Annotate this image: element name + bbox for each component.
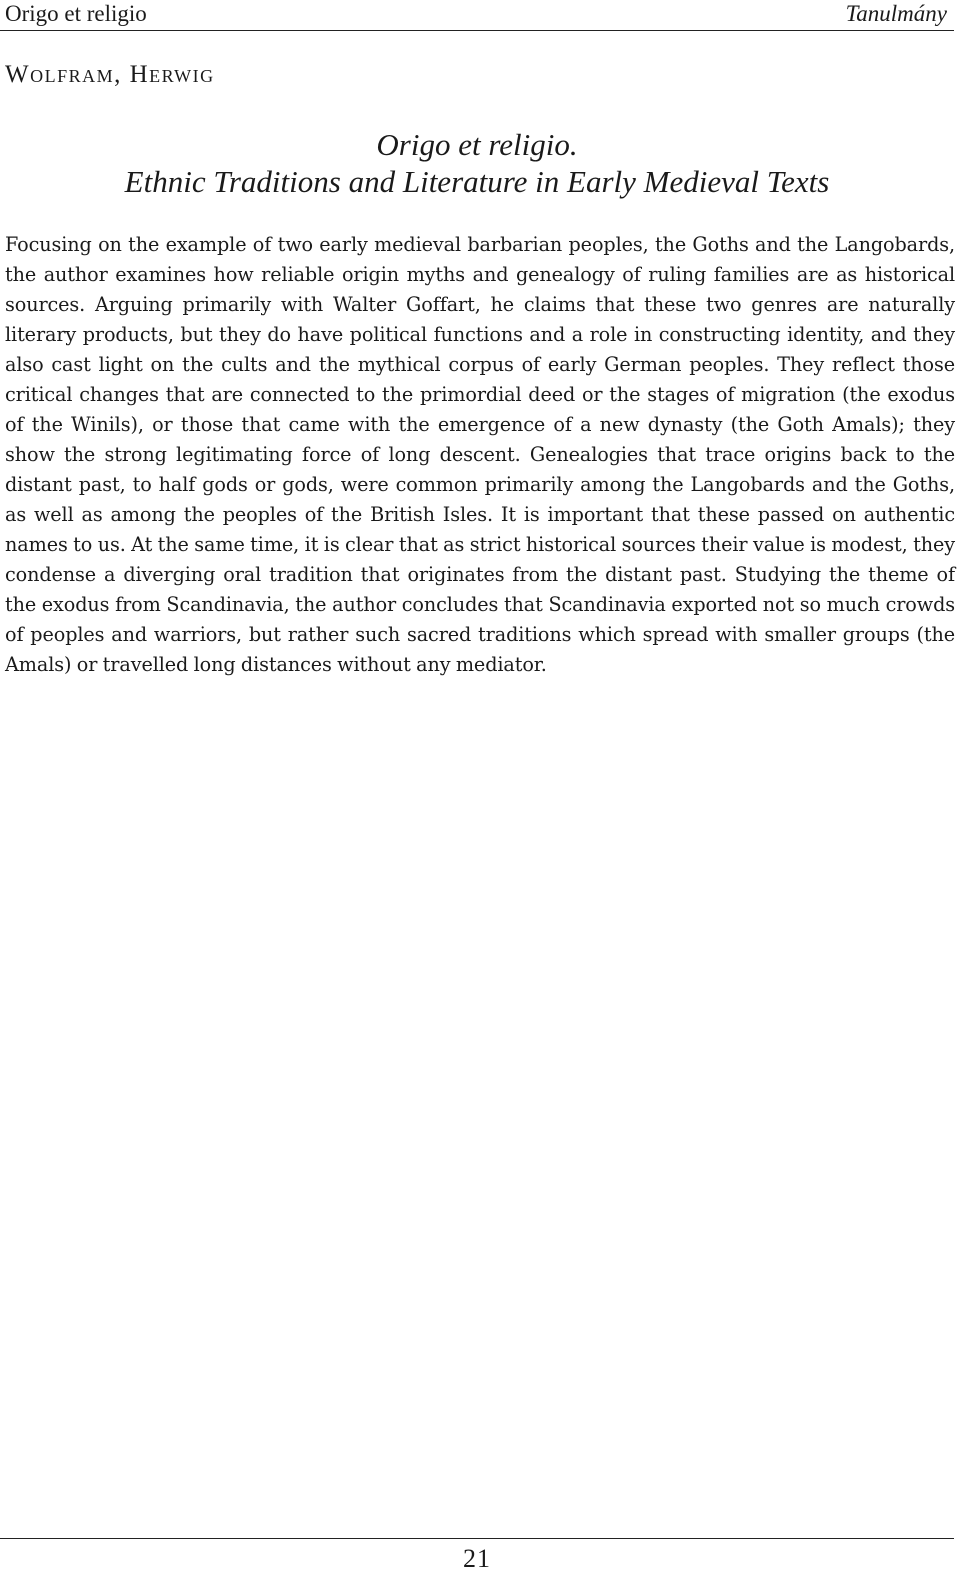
author-name: Wolfram, Herwig: [5, 61, 215, 88]
article-title-main: Origo et religio.: [376, 127, 578, 162]
running-header-title: Origo et religio: [5, 1, 147, 26]
article-title-subtitle: Ethnic Traditions and Literature in Early Medieval Texts: [124, 164, 830, 199]
abstract-paragraph: Focusing on the example of two early medieval barbarian peoples, the Goths and the Langobards, the author examines how reliable origin myths and genealogy of ruling families are as historical sources. Arguing primarily with Walter Goffart, he claims that these two genres are naturally literary products, but they do have political functions and a role in constructing identity, and they also cast light on the cults and the mythical corpus of early German peoples. They reflect those critical changes that are connected to the primordial deed or the stages of migration (the exodus of the Winils), or those that came with the emergence of a new dynasty (the Goth Amals); they show the strong legitimating force of long descent. Genealogies that trace origins back to the distant past, to half gods or gods, were common primarily among the Langobards and the Goths, as well as among the peoples of the British Isles. It is important that these passed on authentic names to us. At the same time, it is clear that as strict historical sources their value is modest, they condense a diverging oral tradition that originates from the distant past. Studying the theme of the exodus from Scandinavia, the author concludes that Scandinavia exported not so much crowds of peoples and warriors, but rather such sacred traditions which spread with smaller groups (the Amals) or travelled long distances without any mediator.: [5, 233, 955, 676]
page-number: 21: [463, 1544, 491, 1573]
article-title: [0, 126, 954, 200]
footer-rule: [0, 1538, 954, 1539]
running-header: [0, 0, 954, 31]
running-header-section: Tanulmány: [845, 1, 947, 26]
